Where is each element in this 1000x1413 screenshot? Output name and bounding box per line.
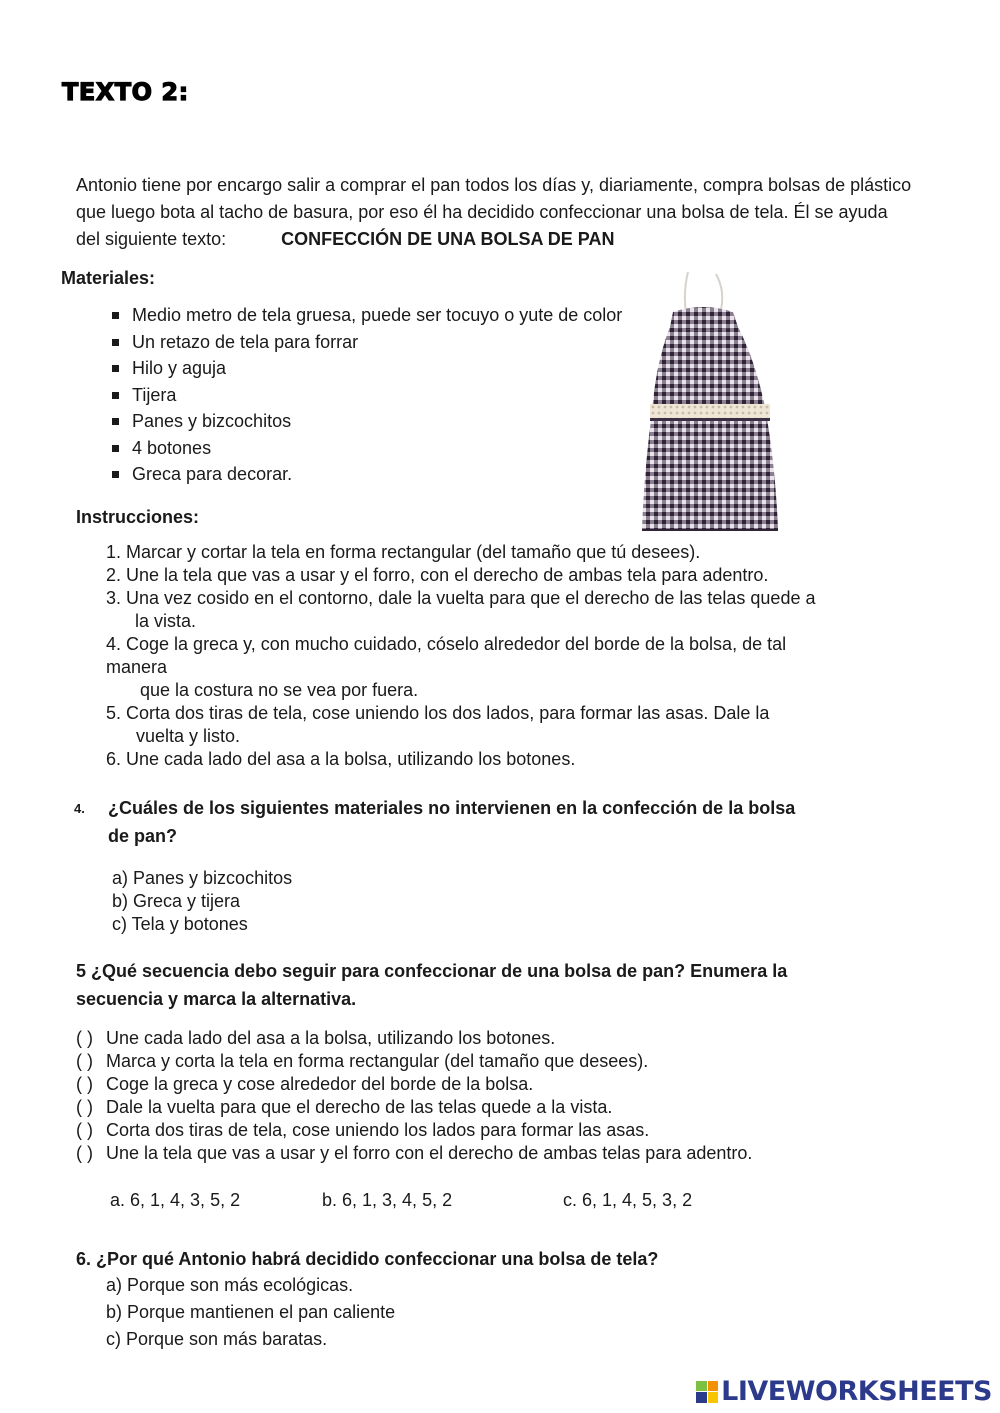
instruction-line: la vista.: [135, 611, 197, 631]
sequence-text: Une cada lado del asa a la bolsa, utilizando los botones.: [106, 1028, 556, 1048]
sequence-text: Coge la greca y cose alrededor del borde de la bolsa.: [106, 1074, 534, 1094]
sequence-row: [76, 1119, 896, 1142]
question-4-line-2: de pan?: [108, 826, 178, 846]
question-5-line-1: 5 ¿Qué secuencia debo seguir para confeccionar de una bolsa de pan? Enumera la: [76, 961, 788, 981]
question-6-text: 6. ¿Por qué Antonio habrá decidido confeccionar una bolsa de tela?: [76, 1249, 659, 1269]
question-4-number: 4.: [74, 801, 85, 816]
list-item: Un retazo de tela para forrar: [112, 329, 622, 356]
sequence-text: Marca y corta la tela en forma rectangular (del tamaño que desees).: [106, 1051, 649, 1071]
list-item: Panes y bizcochitos: [112, 408, 622, 435]
list-item: Medio metro de tela gruesa, puede ser tocuyo o yute de color: [112, 302, 622, 329]
question-4-line-1: ¿Cuáles de los siguientes materiales no intervienen en la confección de la bolsa: [108, 798, 796, 818]
instruction-line: 1. Marcar y cortar la tela en forma rectangular (del tamaño que tú desees).: [106, 542, 701, 562]
intro-paragraph: [76, 172, 916, 253]
list-item: Greca para decorar.: [112, 461, 622, 488]
sequence-blank[interactable]: ( ): [76, 1028, 93, 1048]
materials-list: [112, 302, 622, 488]
instruction-line: 3. Una vez cosido en el contorno, dale la vuelta para que el derecho de las telas quede a: [106, 588, 816, 608]
sequence-text: Corta dos tiras de tela, cose uniendo los lados para formar las asas.: [106, 1120, 650, 1140]
alternative-b[interactable]: b. 6, 1, 3, 4, 5, 2: [322, 1190, 453, 1210]
sequence-row: [76, 1073, 896, 1096]
sequence-row: [76, 1096, 896, 1119]
instructions-heading: Instrucciones:: [76, 507, 200, 527]
liveworksheets-brand: [696, 1376, 992, 1407]
list-item: 4 botones: [112, 435, 622, 462]
sequence-text: Une la tela que vas a usar y el forro con el derecho de ambas telas para adentro.: [106, 1143, 753, 1163]
sequence-text: Dale la vuelta para que el derecho de las telas quede a la vista.: [106, 1097, 613, 1117]
question-6-options: [106, 1272, 395, 1353]
question-4-option-c[interactable]: c) Tela y botones: [112, 914, 248, 934]
sequence-row: [76, 1027, 896, 1050]
question-6-option-c[interactable]: c) Porque son más baratas.: [106, 1329, 328, 1349]
instruction-line: 5. Corta dos tiras de tela, cose uniendo los dos lados, para formar las asas. Dale la: [106, 703, 770, 723]
sequence-list: [76, 1027, 896, 1165]
sequence-blank[interactable]: ( ): [76, 1120, 93, 1140]
intro-text: Antonio tiene por encargo salir a comprar el pan todos los días y, diariamente, compra bolsas de plástico que luego bota al tacho de basura, por eso él ha decidido confeccionar una bolsa de tela. Él se ayuda del siguiente texto:: [76, 175, 912, 249]
instruction-line: vuelta y listo.: [136, 726, 241, 746]
liveworksheets-logo-icon: [696, 1381, 718, 1403]
page-title: TEXTO 2:: [62, 78, 189, 106]
list-item: Tijera: [112, 382, 622, 409]
instruction-line: 2. Une la tela que vas a usar y el forro, con el derecho de ambas tela para adentro.: [106, 565, 769, 585]
instruction-line: 4. Coge la greca y, con mucho cuidado, cóselo alrededor del borde de la bolsa, de tal: [106, 634, 787, 654]
question-5-line-2: secuencia y marca la alternativa.: [76, 989, 357, 1009]
question-4-option-a[interactable]: a) Panes y bizcochitos: [112, 868, 293, 888]
sequence-blank[interactable]: ( ): [76, 1143, 93, 1163]
instructions-list: [106, 541, 815, 771]
instruction-line: 6. Une cada lado del asa a la bolsa, utilizando los botones.: [106, 749, 576, 769]
sequence-row: [76, 1050, 896, 1073]
question-4-options: [112, 867, 292, 936]
bread-bag-image: [638, 272, 783, 534]
question-4-option-b[interactable]: b) Greca y tijera: [112, 891, 241, 911]
sequence-blank[interactable]: ( ): [76, 1051, 93, 1071]
sequence-row: [76, 1142, 896, 1165]
instruction-line: que la costura no se vea por fuera.: [140, 680, 419, 700]
alternative-c[interactable]: c. 6, 1, 4, 5, 3, 2: [563, 1190, 693, 1210]
question-6-option-a[interactable]: a) Porque son más ecológicas.: [106, 1275, 354, 1295]
bag-illustration: [638, 272, 783, 534]
alternative-a[interactable]: a. 6, 1, 4, 3, 5, 2: [110, 1190, 241, 1210]
sequence-blank[interactable]: ( ): [76, 1074, 93, 1094]
question-5-text: [76, 957, 787, 1013]
instruction-line: manera: [106, 657, 168, 677]
liveworksheets-wordmark: LIVEWORKSHEETS: [721, 1376, 992, 1407]
sequence-blank[interactable]: ( ): [76, 1097, 93, 1117]
materials-heading: Materiales:: [61, 268, 156, 288]
question-4-text: [108, 794, 795, 850]
question-6-option-b[interactable]: b) Porque mantienen el pan caliente: [106, 1302, 396, 1322]
intro-subtitle: CONFECCIÓN DE UNA BOLSA DE PAN: [281, 229, 615, 249]
list-item: Hilo y aguja: [112, 355, 622, 382]
